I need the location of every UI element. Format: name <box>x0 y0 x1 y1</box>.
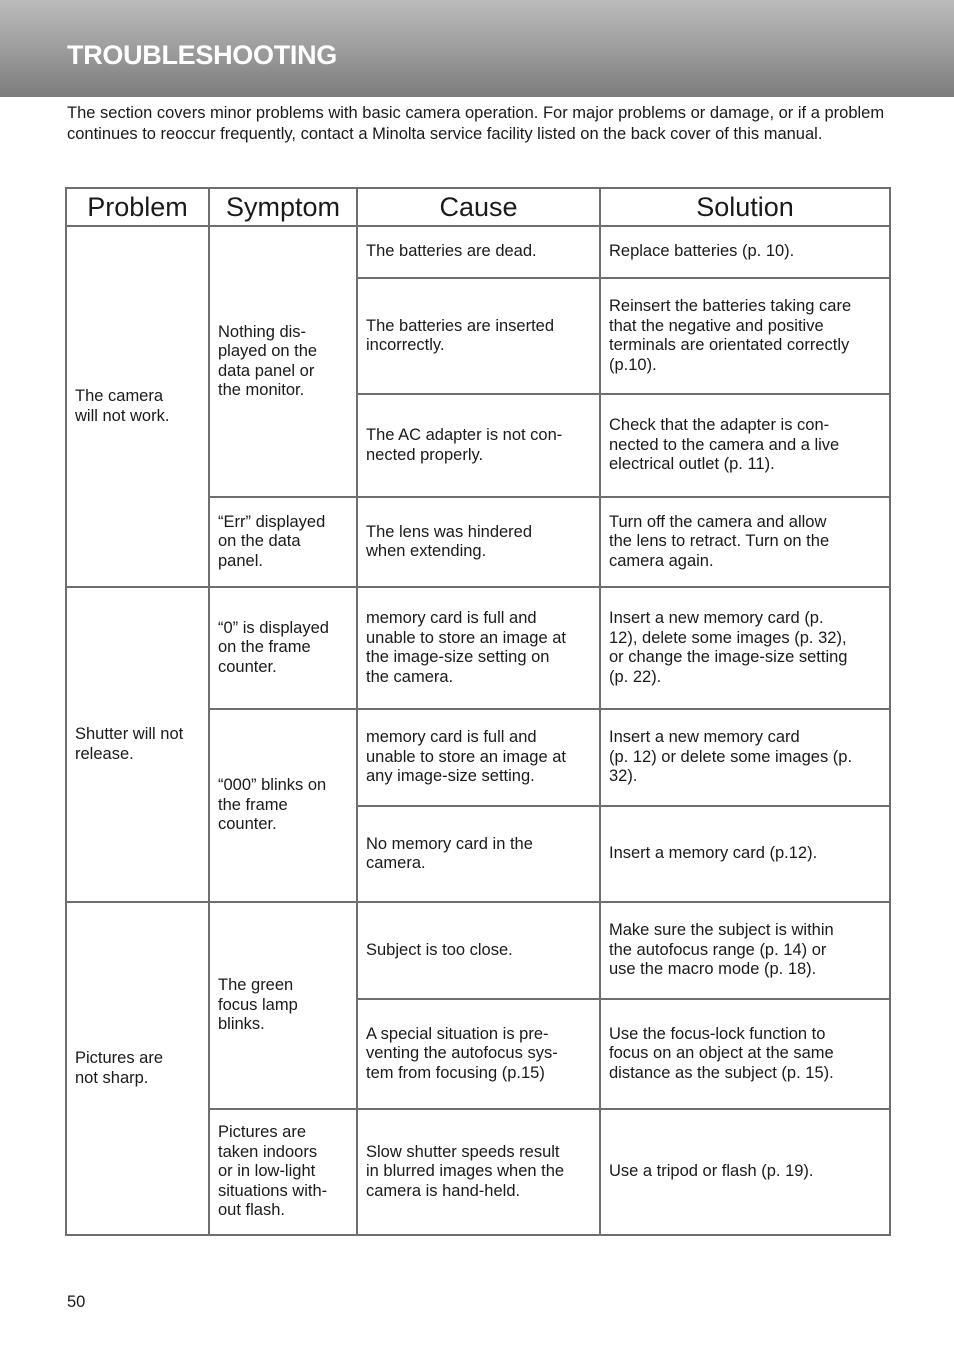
solution-cell: Reinsert the batteries taking care that the negative and positive terminals are orientated correctly (p.10). <box>600 278 890 394</box>
symptom-cell: Pictures are taken indoors or in low-light situations with- out flash. <box>209 1109 357 1235</box>
solution-cell: Insert a memory card (p.12). <box>600 806 890 902</box>
cause-cell: A special situation is pre- venting the autofocus sys- tem from focusing (p.15) <box>357 999 600 1109</box>
cause-cell: The batteries are inserted incorrectly. <box>357 278 600 394</box>
table-row <box>66 587 890 709</box>
symptom-cell: Nothing dis- played on the data panel or the monitor. <box>209 226 357 497</box>
solution-cell: Make sure the subject is within the autofocus range (p. 14) or use the macro mode (p. 18). <box>600 902 890 999</box>
solution-cell: Use the focus-lock function to focus on an object at the same distance as the subject (p. 15). <box>600 999 890 1109</box>
solution-cell: Insert a new memory card (p. 12) or delete some images (p. 32). <box>600 709 890 806</box>
solution-cell: Turn off the camera and allow the lens to retract. Turn on the camera again. <box>600 497 890 587</box>
column-header-cause: Cause <box>357 188 600 226</box>
solution-cell: Insert a new memory card (p. 12), delete some images (p. 32), or change the image-size setting (p. 22). <box>600 587 890 709</box>
cause-cell: memory card is full and unable to store an image at any image-size setting. <box>357 709 600 806</box>
symptom-cell: The green focus lamp blinks. <box>209 902 357 1109</box>
table-row <box>66 902 890 999</box>
page-number: 50 <box>67 1293 86 1311</box>
solution-cell: Use a tripod or flash (p. 19). <box>600 1109 890 1235</box>
intro-paragraph: The section covers minor problems with basic camera operation. For major problems or damage, or if a problem continues to reoccur frequently, contact a Minolta service facility listed on the back cover of this manual. <box>67 104 885 143</box>
table-header-row <box>66 188 890 226</box>
cause-cell: The lens was hindered when extending. <box>357 497 600 587</box>
page-title: TROUBLESHOOTING <box>67 40 337 70</box>
cause-cell: No memory card in the camera. <box>357 806 600 902</box>
solution-cell: Replace batteries (p. 10). <box>600 226 890 278</box>
troubleshooting-table <box>65 187 891 1236</box>
symptom-cell: “000” blinks on the frame counter. <box>209 709 357 902</box>
cause-cell: The AC adapter is not con- nected properly. <box>357 394 600 497</box>
page-header <box>0 0 954 97</box>
solution-cell: Check that the adapter is con- nected to the camera and a live electrical outlet (p. 11). <box>600 394 890 497</box>
cause-cell: Subject is too close. <box>357 902 600 999</box>
symptom-cell: “Err” displayed on the data panel. <box>209 497 357 587</box>
problem-cell: Pictures are not sharp. <box>66 902 209 1235</box>
table-row <box>66 226 890 278</box>
column-header-problem: Problem <box>66 188 209 226</box>
cause-cell: memory card is full and unable to store an image at the image-size setting on the camera. <box>357 587 600 709</box>
cause-cell: The batteries are dead. <box>357 226 600 278</box>
problem-cell: Shutter will not release. <box>66 587 209 902</box>
column-header-symptom: Symptom <box>209 188 357 226</box>
cause-cell: Slow shutter speeds result in blurred images when the camera is hand-held. <box>357 1109 600 1235</box>
column-header-solution: Solution <box>600 188 890 226</box>
symptom-cell: “0” is displayed on the frame counter. <box>209 587 357 709</box>
problem-cell: The camera will not work. <box>66 226 209 587</box>
